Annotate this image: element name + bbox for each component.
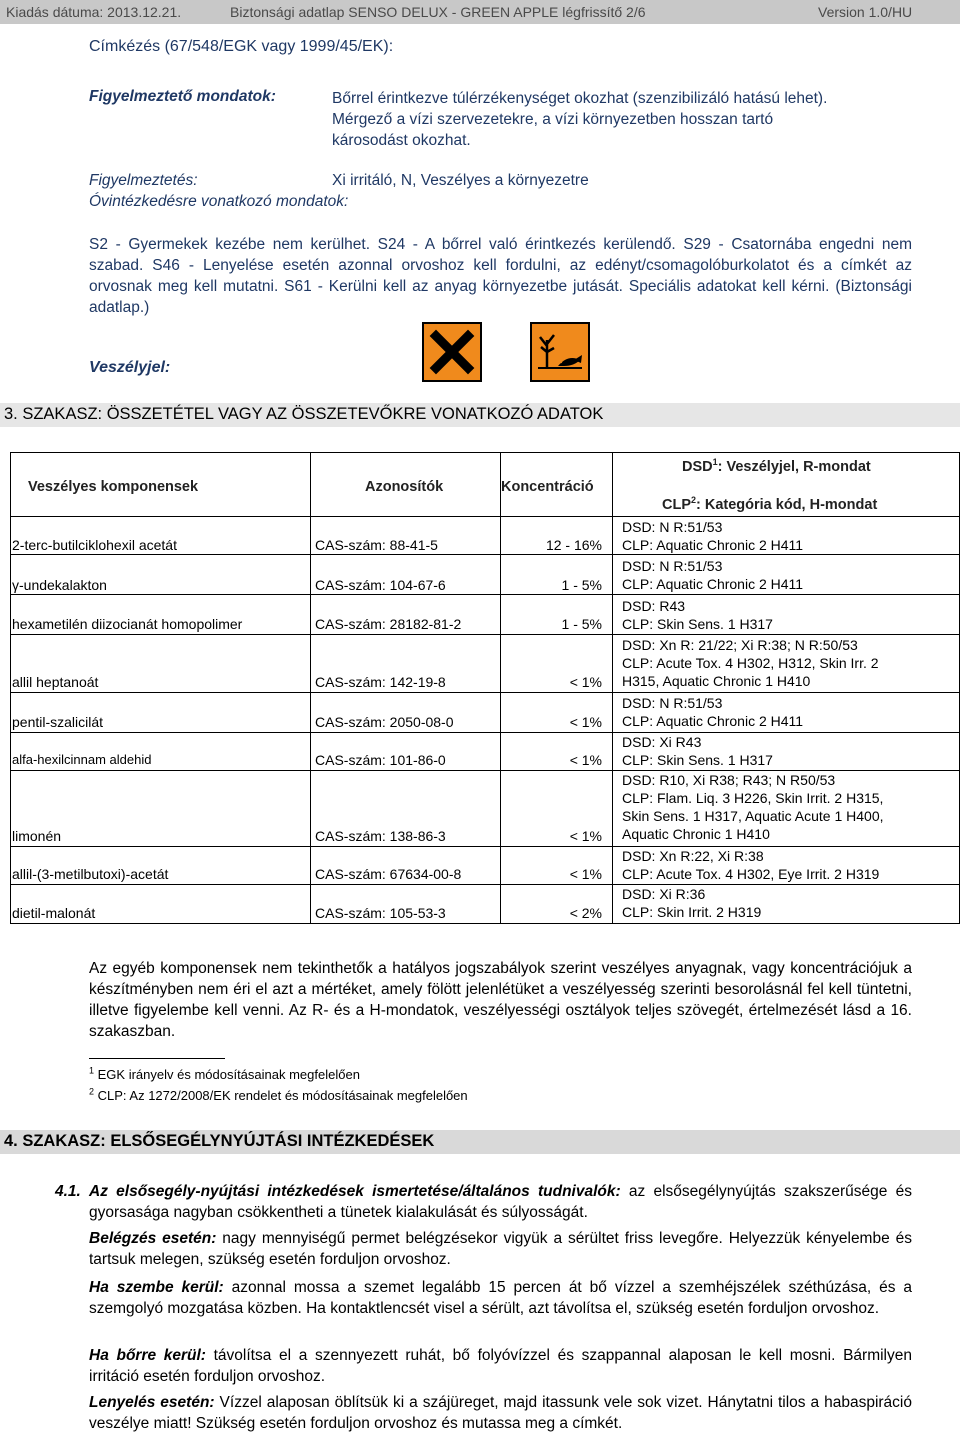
first-aid-skin: Ha bőrre kerül: távolítsa el a szennyezett ruhát, bő folyóvízzel és szappannal alaposan le kell mosni. Bármilyen irritáció esetén forduljon orvoshoz. — [89, 1347, 912, 1385]
warnings-line: Bőrrel érintkezve túlérzékenységet okozhat (szenzibilizáló hatású lehet). — [332, 90, 828, 107]
table-row-name: pentil-szalicilát — [12, 714, 104, 730]
table-row-classification: DSD: Xn R:22, Xi R:38 CLP: Acute Tox. 4 H302, Eye Irrit. 2 H319 — [622, 848, 880, 882]
warnings-text — [332, 88, 932, 151]
section-4-heading: 4. SZAKASZ: ELSŐSEGÉLYNYÚJTÁSI INTÉZKEDÉSEK — [0, 1130, 960, 1154]
components-note: Az egyéb komponensek nem tekinthetők a hatályos jogszabályok szerint veszélyes anyagnak, vagy koncentrációjuk a készítményben nem éri el azt a mértéket, amely fölött jelenlétüket a veszélyesség szerinti besorolásnál fel kell tüntetni, illetve figyelembe kell venni. Az R- és a H-mondatok, veszélyességi osztályok teljes szövegét, értelmezését lásd a 16. szakaszban. — [89, 960, 912, 1040]
warnings-line: károsodást okozhat. — [332, 132, 471, 149]
table-row-cas: CAS-szám: 67634-00-8 — [315, 866, 462, 882]
table-row-classification: DSD: Xi R:36 CLP: Skin Irrit. 2 H319 — [622, 886, 762, 920]
table-row-name: γ-undekalakton — [12, 577, 107, 593]
table-row-concentration: 1 - 5% — [561, 616, 602, 632]
table-row-name: 2-terc-butilciklohexil acetát — [12, 537, 177, 553]
footnote-1: $^1$ EGK irányelv és módosításainak megfelelően — [89, 1065, 360, 1082]
table-row-classification: DSD: R43 CLP: Skin Sens. 1 H317 — [622, 598, 773, 632]
first-aid-general: 4.1. Az elsősegély-nyújtási intézkedések ismertetése/általános tudnivalók: az elsősegélynyújtás szakszerűsége és gyorsasága nagyban csökkentheti a tünetek kialakulását és súlyosságát. — [55, 1183, 912, 1221]
col-header-components: Veszélyes komponensek — [28, 479, 199, 495]
table-row-cas: CAS-szám: 88-41-5 — [315, 537, 438, 553]
table-row-name: allil heptanoát — [12, 674, 99, 690]
table-row-cas: CAS-szám: 138-86-3 — [315, 828, 446, 844]
document-title: Biztonsági adatlap SENSO DELUX - GREEN APPLE légfrissítő 2/6 — [230, 4, 646, 20]
section-3-heading: 3. SZAKASZ: ÖSSZETÉTEL VAGY AZ ÖSSZETEVŐKRE VONATKOZÓ ADATOK — [0, 403, 960, 427]
table-row-cas: CAS-szám: 28182-81-2 — [315, 616, 462, 632]
table-row-cas: CAS-szám: 104-67-6 — [315, 577, 446, 593]
harmful-x-pictogram-icon — [422, 322, 482, 382]
table-row-concentration: 1 - 5% — [561, 577, 602, 593]
warnings-label: Figyelmeztető mondatok: — [89, 88, 276, 105]
table-row-name: allil-(3-metilbutoxi)-acetát — [12, 866, 169, 882]
table-row-concentration: < 2% — [569, 905, 602, 921]
table-row-classification: DSD: R10, Xi R38; R43; N R50/53 CLP: Flam. Liq. 3 H226, Skin Irrit. 2 H315, Skin Sens. 1 H317, Aquatic Acute 1 H400, Aquatic Chronic 1 H410 — [622, 772, 884, 842]
warnings-line: Mérgező a vízi szervezetekre, a vízi környezetben hosszan tartó — [332, 111, 774, 128]
precaution-label: Óvintézkedésre vonatkozó mondatok: — [89, 193, 349, 210]
table-row-concentration: < 1% — [569, 828, 602, 844]
labeling-heading: Címkézés (67/548/EGK vagy 1999/45/EK): — [89, 38, 394, 55]
table-row-classification: DSD: Xi R43 CLP: Skin Sens. 1 H317 — [622, 734, 773, 768]
table-row-name: alfa-hexilcinnam aldehid — [12, 752, 152, 767]
first-aid-eye: Ha szembe kerül: azonnal mossa a szemet legalább 15 percen át bő vízzel a szemhéjszélek széthúzása, és a szemgolyó mozgatása közben. Ha kontaktlencsét visel a sérült, azt távolítsa el, szükség esetén forduljon orvoshoz. — [89, 1279, 912, 1317]
first-aid-inhalation: Belégzés esetén: nagy mennyiségű permet belégzésekor vigyük a sérültet friss levegőre. Helyezzük kényelembe és tartsuk melegen, szükség esetén forduljon orvoshoz. — [89, 1230, 912, 1268]
subsection-title: Az elsősegély-nyújtási intézkedések ismertetése/általános tudnivalók: — [89, 1183, 621, 1200]
composition-table — [10, 452, 960, 924]
table-row-cas: CAS-szám: 142-19-8 — [315, 674, 446, 690]
precaution-text: S2 - Gyermekek kezébe nem kerülhet. S24 - A bőrrel való érintkezés kerülendő. S29 - Csatornába engedni nem szabad. S46 - Lenyelése esetén azonnal orvoshoz kell fordulni, az edényt/csomagolóburkolatot és a címkét az orvosnak meg kell mutatni. S61 - Kerülni kell az anyag környezetbe jutását. Speciális adatokat kell kérni. (Biztonsági adatlap.) — [89, 236, 912, 316]
version: Version 1.0/HU — [818, 4, 913, 20]
col-header-ids: Azonosítók — [365, 479, 444, 495]
environment-pictogram-icon — [530, 322, 590, 382]
footnote-2: $^2$ CLP: Az 1272/2008/EK rendelet és módosításainak megfelelően — [89, 1086, 468, 1103]
table-row-cas: CAS-szám: 105-53-3 — [315, 905, 446, 921]
table-row-name: dietil-malonát — [12, 905, 96, 921]
table-row-concentration: < 1% — [569, 714, 602, 730]
issue-date: Kiadás dátuma: 2013.12.21. — [6, 4, 182, 20]
footnote-divider — [89, 1058, 225, 1059]
table-row-cas: CAS-szám: 2050-08-0 — [315, 714, 454, 730]
subsection-number: 4.1. — [55, 1183, 81, 1200]
first-aid-ingestion: Lenyelés esetén: Vízzel alaposan öblítsük ki a szájüreget, majd itassunk vele sok vizet. Hánytatni tilos a habaspiráció veszélye miatt! Szükség esetén forduljon orvoshoz és mutassa meg a címkét. — [89, 1394, 912, 1432]
warning-value: Xi irritáló, N, Veszélyes a környezetre — [332, 172, 589, 189]
table-row-name: hexametilén diizocianát homopolimer — [12, 616, 243, 632]
page-header — [0, 0, 960, 24]
col-header-dsd: DSD$^1$: Veszélyjel, R-mondat — [682, 457, 871, 475]
col-header-clp: CLP$^2$: Kategória kód, H-mondat — [662, 495, 878, 513]
table-row-cas: CAS-szám: 101-86-0 — [315, 752, 446, 768]
table-row-classification: DSD: N R:51/53 CLP: Aquatic Chronic 2 H411 — [622, 558, 804, 592]
table-row-concentration: < 1% — [569, 866, 602, 882]
table-row-concentration: < 1% — [569, 752, 602, 768]
table-row-concentration: 12 - 16% — [545, 537, 602, 553]
hazard-symbol-label: Veszélyjel: — [89, 359, 171, 376]
table-row-concentration: < 1% — [569, 674, 602, 690]
table-row-classification: DSD: Xn R: 21/22; Xi R:38; N R:50/53 CLP: Acute Tox. 4 H302, H312, Skin Irr. 2 H315, Aquatic Chronic 1 H410 — [622, 637, 879, 689]
table-row-classification: DSD: N R:51/53 CLP: Aquatic Chronic 2 H411 — [622, 695, 804, 729]
table-row-name: limonén — [12, 828, 62, 844]
table-row-classification: DSD: N R:51/53 CLP: Aquatic Chronic 2 H411 — [622, 519, 804, 553]
col-header-concentration: Koncentráció — [501, 479, 594, 495]
warning-label: Figyelmeztetés: — [89, 172, 198, 189]
